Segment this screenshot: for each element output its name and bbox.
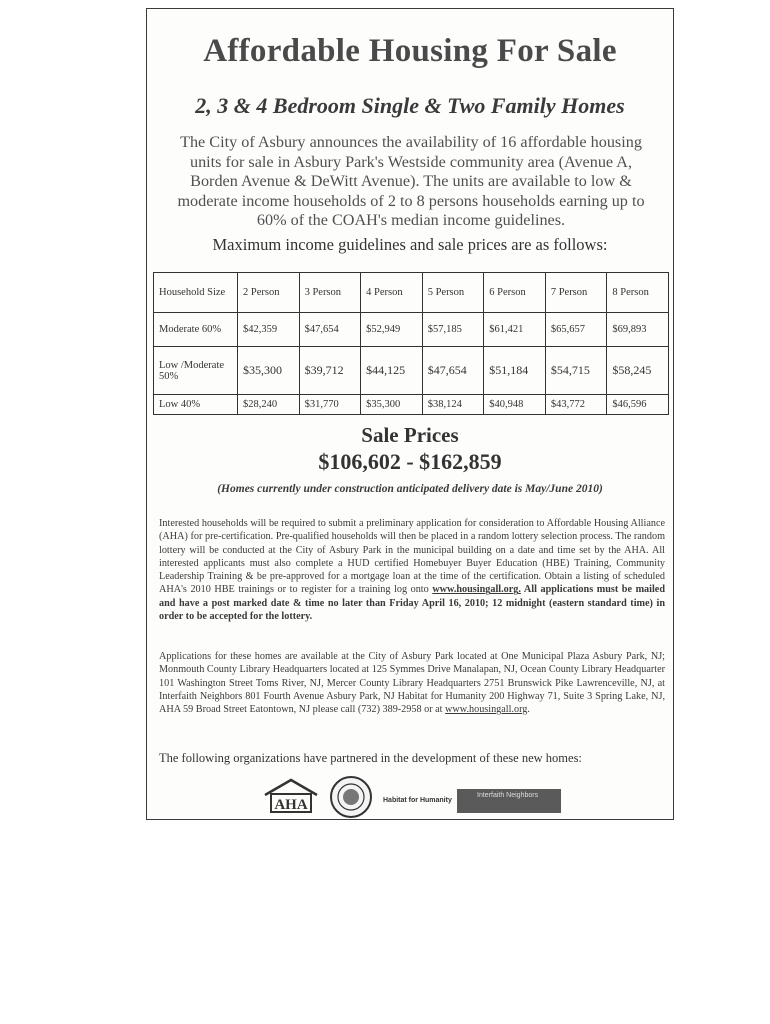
table-cell: $43,772 (545, 395, 607, 415)
table-cell: $58,245 (607, 347, 669, 395)
flyer-subtitle: 2, 3 & 4 Bedroom Single & Two Family Homes (195, 93, 625, 118)
application-text: Interested households will be required to submit a preliminary application for consideration to Affordable Housing Alliance (AHA) for pre-certification. Pre-qualified households will then be placed in a random lottery selection process. The random lottery will be conducted at the City of Asbury Park in the municipal building on a date and time set by the AHA. All interested applicants must also complete a HUD certified Homebuyer Buyer Education (HBE) Training, Community Leadership Training & be pre-approved for a mortgage loan at the time of the certification. Obtain a listing of scheduled AHA's 2010 HBE trainings or to register for a training log onto (159, 518, 665, 596)
table-cell: $65,657 (545, 313, 607, 347)
partner-logos (257, 775, 567, 819)
habitat-logo-text: Habitat for Humanity (383, 797, 452, 804)
table-cell: $52,949 (361, 313, 423, 347)
table-header-cell: Household Size (154, 273, 238, 313)
table-header-cell: 4 Person (361, 273, 423, 313)
application-paragraph (159, 517, 665, 623)
table-header-cell: 8 Person (607, 273, 669, 313)
table-header-row (154, 273, 669, 313)
row-label: Low /Moderate 50% (154, 347, 238, 395)
aha-logo (261, 777, 321, 817)
housingall-link-2[interactable]: www.housingall.org (445, 704, 528, 716)
table-header-cell: 5 Person (422, 273, 484, 313)
delivery-note: (Homes currently under construction anticipated delivery date is May/June 2010) (217, 483, 603, 495)
interfaith-logo-text: Interfaith Neighbors (477, 792, 539, 799)
table-row (154, 395, 669, 415)
table-cell: $51,184 (484, 347, 546, 395)
deadline-text: All applications must be mailed and have a post marked date & time no later than Friday April 16, 2010; 12 midnight (eastern standard time) in order to be accepted for the lottery. (159, 584, 665, 623)
table-cell: $28,240 (238, 395, 300, 415)
aha-logo-text: AHA (274, 797, 308, 813)
table-cell: $47,654 (299, 313, 361, 347)
table-cell: $42,359 (238, 313, 300, 347)
income-table (153, 272, 669, 415)
table-row (154, 347, 669, 395)
table-cell: $40,948 (484, 395, 546, 415)
table-header-cell: 3 Person (299, 273, 361, 313)
partners-line: The following organizations have partnered in the development of these new homes: (159, 751, 582, 765)
intro-paragraph: The City of Asbury announces the availability of 16 affordable housing units for sale in Asbury Park's Westside community area (Avenue A, Borden Avenue & DeWitt Avenue). The units are available to low & moderate income households of 2 to 8 persons households earning up to 60% of the COAH's median income guidelines. (177, 133, 645, 230)
table-header-cell: 2 Person (238, 273, 300, 313)
table-header-cell: 6 Person (484, 273, 546, 313)
interfaith-logo (457, 789, 561, 813)
row-label: Low 40% (154, 395, 238, 415)
intro-guidelines-line: Maximum income guidelines and sale prices are as follows: (212, 235, 608, 254)
table-cell: $39,712 (299, 347, 361, 395)
table-cell: $35,300 (361, 395, 423, 415)
locations-text: Applications for these homes are available at the City of Asbury Park located at One Municipal Plaza Asbury Park, NJ; Monmouth County Library Headquarters located at 125 Symmes Drive Manalapan, NJ, Ocean County Library Headquarter 101 Washington Street Toms River, NJ, Mercer County Library Headquarters 2751 Brunswick Pike Lawrenceville, NJ, at Interfaith Neighbors 801 Fourth Avenue Asbury Park, NJ Habitat for Humanity 200 Highway 71, Suite 3 Spring Lake, NJ, AHA 59 Broad Street Eatontown, NJ please call (732) 389-2958 or at (159, 651, 665, 716)
table-cell: $61,421 (484, 313, 546, 347)
flyer (146, 8, 674, 820)
row-label: Moderate 60% (154, 313, 238, 347)
city-seal-icon (329, 775, 373, 819)
locations-end: . (527, 704, 530, 716)
table-cell: $69,893 (607, 313, 669, 347)
table-cell: $54,715 (545, 347, 607, 395)
sale-prices-heading: Sale Prices (361, 423, 459, 447)
sale-price-range: $106,602 - $162,859 (318, 449, 502, 474)
table-cell: $47,654 (422, 347, 484, 395)
table-cell: $38,124 (422, 395, 484, 415)
table-cell: $31,770 (299, 395, 361, 415)
city-seal-logo (329, 775, 373, 819)
housingall-link[interactable]: www.housingall.org. (432, 584, 521, 596)
aha-house-icon (261, 777, 321, 817)
table-cell: $44,125 (361, 347, 423, 395)
flyer-title: Affordable Housing For Sale (203, 33, 617, 69)
table-cell: $57,185 (422, 313, 484, 347)
habitat-logo (383, 797, 452, 804)
locations-paragraph (159, 650, 665, 716)
table-cell: $35,300 (238, 347, 300, 395)
table-row (154, 313, 669, 347)
table-cell: $46,596 (607, 395, 669, 415)
table-header-cell: 7 Person (545, 273, 607, 313)
